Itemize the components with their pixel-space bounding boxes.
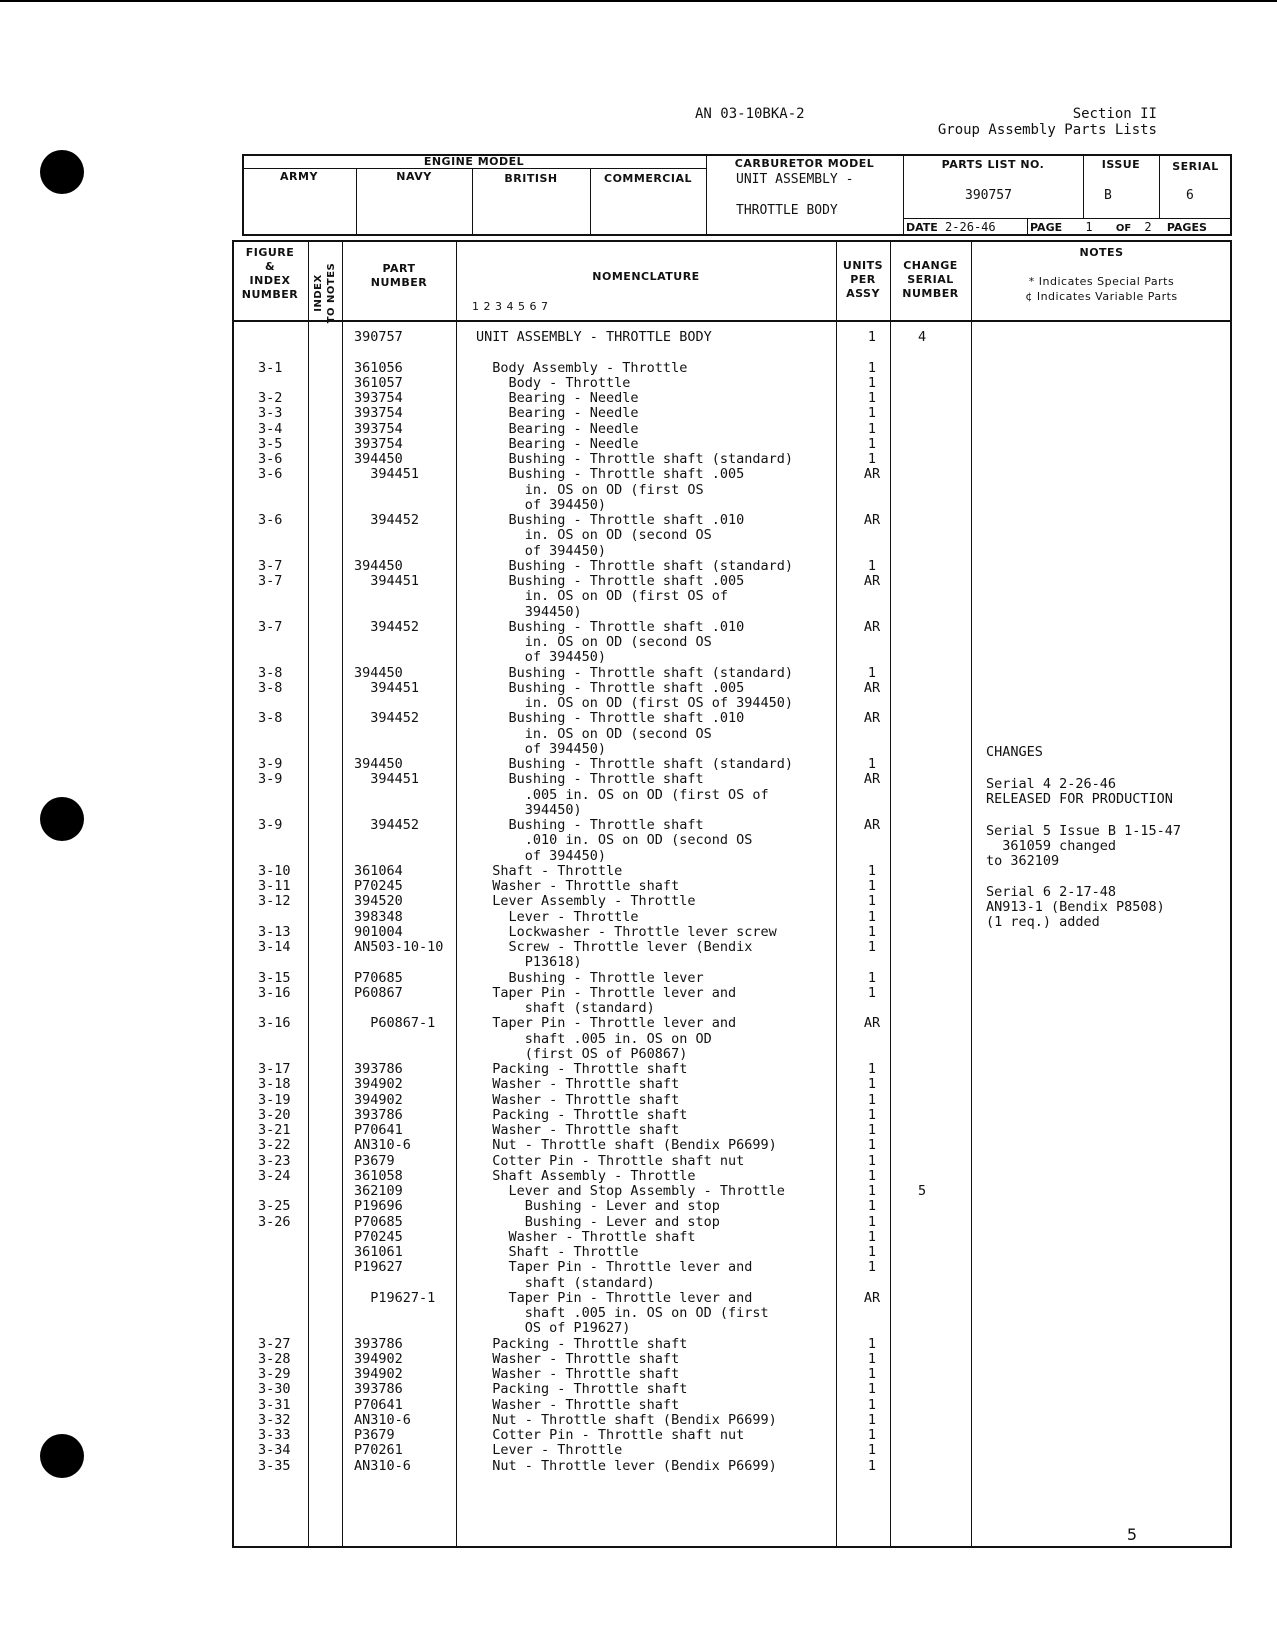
part-number: 393754 bbox=[354, 435, 403, 452]
nomenclature: Washer - Throttle shaft bbox=[476, 1076, 680, 1093]
nomenclature: Bushing - Throttle shaft .010 bbox=[476, 618, 745, 635]
figure-index: 3-14 bbox=[258, 939, 291, 955]
page-line bbox=[1030, 220, 1207, 234]
army-label: ARMY bbox=[280, 170, 318, 183]
figure-index: 3-7 bbox=[258, 573, 283, 589]
part-number: 361064 bbox=[354, 862, 403, 879]
nomenclature: in. OS on OD (first OS bbox=[476, 481, 704, 498]
units-per-assy: 1 bbox=[867, 1152, 877, 1169]
part-number: AN310-6 bbox=[354, 1457, 411, 1474]
nomenclature: Nut - Throttle shaft (Bendix P6699) bbox=[476, 1411, 777, 1428]
figure-index: 3-21 bbox=[258, 1122, 291, 1138]
figure-index: 3-10 bbox=[258, 862, 291, 879]
figure-index: 3-6 bbox=[258, 512, 283, 528]
nomenclature: Bushing - Throttle shaft .005 bbox=[476, 466, 745, 483]
part-number: 394450 bbox=[354, 557, 403, 574]
part-number: 361056 bbox=[354, 359, 403, 376]
carburetor-model-line1: UNIT ASSEMBLY - bbox=[736, 172, 854, 187]
nomenclature: in. OS on OD (first OS of 394450) bbox=[476, 695, 793, 711]
nomenclature: Lever - Throttle bbox=[476, 1442, 623, 1459]
units-per-assy: 1 bbox=[867, 1167, 877, 1184]
section-header bbox=[938, 106, 1157, 138]
part-number: 394902 bbox=[354, 1076, 403, 1093]
units-per-assy: 1 bbox=[867, 908, 877, 925]
page-value: 1 bbox=[1085, 220, 1093, 234]
date-label: DATE bbox=[906, 221, 938, 234]
units-per-assy: AR bbox=[863, 618, 881, 635]
figure-index: 3-9 bbox=[258, 771, 283, 788]
figure-index: 3-8 bbox=[258, 664, 283, 681]
nomenclature: Body - Throttle bbox=[476, 374, 631, 391]
nomenclature: Nut - Throttle shaft (Bendix P6699) bbox=[476, 1137, 777, 1154]
nomenclature: Lever - Throttle bbox=[476, 908, 639, 925]
part-number: P70641 bbox=[354, 1396, 403, 1413]
part-number: P60867-1 bbox=[354, 1015, 436, 1032]
pages-value: 2 bbox=[1144, 220, 1152, 234]
figure-index: 3-16 bbox=[258, 984, 291, 1001]
part-number: 393786 bbox=[354, 1061, 403, 1077]
serial-label: SERIAL bbox=[1172, 160, 1219, 173]
part-number: 394902 bbox=[354, 1350, 403, 1367]
carburetor-model-label: CARBURETOR MODEL bbox=[734, 157, 875, 170]
nomenclature: Body Assembly - Throttle bbox=[476, 359, 688, 376]
units-per-assy: 1 bbox=[867, 405, 877, 422]
nomenclature: of 394450) bbox=[476, 542, 607, 559]
units-per-assy: 1 bbox=[867, 1244, 877, 1260]
part-number: 393754 bbox=[354, 390, 403, 406]
figure-index: 3-12 bbox=[258, 893, 291, 910]
figure-index: 3-8 bbox=[258, 710, 283, 727]
figure-index: 3-16 bbox=[258, 1015, 291, 1032]
part-number: 394902 bbox=[354, 1366, 403, 1382]
figure-index: 3-28 bbox=[258, 1350, 291, 1367]
figure-index: 3-3 bbox=[258, 405, 283, 422]
part-number: 362109 bbox=[354, 1183, 403, 1199]
change-entry-serial-5: Serial 5 Issue B 1-15-47 361059 changed to 362109 bbox=[986, 823, 1182, 870]
part-number: 394452 bbox=[354, 618, 420, 635]
part-number: 394520 bbox=[354, 893, 403, 910]
units-per-assy: 1 bbox=[867, 1198, 877, 1215]
date-value: 2-26-46 bbox=[945, 220, 996, 234]
nomenclature: Nut - Throttle lever (Bendix P6699) bbox=[476, 1457, 777, 1474]
nomenclature: in. OS on OD (second OS bbox=[476, 725, 712, 742]
nomenclature: Lockwasher - Throttle lever screw bbox=[476, 923, 777, 940]
nomenclature: Washer - Throttle shaft bbox=[476, 1350, 680, 1367]
nomenclature: Lever and Stop Assembly - Throttle bbox=[476, 1183, 785, 1199]
navy-label: NAVY bbox=[396, 170, 432, 183]
figure-index: 3-34 bbox=[258, 1442, 291, 1459]
units-per-assy: 1 bbox=[867, 984, 877, 1001]
nomenclature: Bushing - Throttle shaft (standard) bbox=[476, 451, 793, 467]
units-per-assy: 1 bbox=[867, 451, 877, 467]
carburetor-model-line2: THROTTLE BODY bbox=[736, 203, 838, 218]
nomenclature: Washer - Throttle shaft bbox=[476, 1396, 680, 1413]
nomenclature: 394450) bbox=[476, 801, 582, 818]
units-per-assy: AR bbox=[863, 1289, 881, 1306]
units-per-assy: 1 bbox=[867, 390, 877, 406]
commercial-label: COMMERCIAL bbox=[604, 172, 692, 185]
part-number: 394450 bbox=[354, 451, 403, 467]
units-per-assy: 1 bbox=[867, 1411, 877, 1428]
col-change-serial: CHANGE SERIAL NUMBER bbox=[902, 259, 959, 300]
figure-index: 3-25 bbox=[258, 1198, 291, 1215]
part-number: 394451 bbox=[354, 679, 420, 696]
part-number: P70261 bbox=[354, 1442, 403, 1459]
units-per-assy: 1 bbox=[867, 923, 877, 940]
nomenclature: Bearing - Needle bbox=[476, 420, 639, 437]
units-per-assy: 1 bbox=[867, 1396, 877, 1413]
part-number: 394451 bbox=[354, 573, 420, 589]
nomenclature: Bushing - Throttle shaft (standard) bbox=[476, 756, 793, 772]
part-number: 394450 bbox=[354, 756, 403, 772]
figure-index: 3-26 bbox=[258, 1213, 291, 1230]
part-number: 361057 bbox=[354, 374, 403, 391]
nomenclature: of 394450) bbox=[476, 496, 607, 513]
document-number: AN 03-10BKA-2 bbox=[695, 106, 805, 122]
part-number: 901004 bbox=[354, 923, 403, 940]
nomenclature: Packing - Throttle shaft bbox=[476, 1061, 688, 1077]
part-number: 393786 bbox=[354, 1335, 403, 1352]
nomenclature: Bushing - Lever and stop bbox=[476, 1213, 720, 1230]
units-per-assy: AR bbox=[863, 817, 881, 833]
figure-index: 3-6 bbox=[258, 451, 283, 467]
section-title: Group Assembly Parts Lists bbox=[937, 122, 1157, 138]
part-number: P70641 bbox=[354, 1122, 403, 1138]
nomenclature: Bearing - Needle bbox=[476, 390, 639, 406]
nomenclature: Bushing - Throttle shaft bbox=[476, 771, 704, 788]
nomenclature: Washer - Throttle shaft bbox=[476, 1091, 680, 1108]
nomenclature: Shaft - Throttle bbox=[476, 1244, 639, 1260]
punch-hole-middle bbox=[40, 797, 84, 841]
serial-value: 6 bbox=[1186, 188, 1194, 203]
col-divider bbox=[308, 240, 309, 1548]
units-per-assy: AR bbox=[863, 1015, 881, 1032]
units-per-assy: AR bbox=[863, 679, 881, 696]
units-per-assy: 1 bbox=[867, 862, 877, 879]
nomenclature: Bearing - Needle bbox=[476, 405, 639, 422]
figure-index: 3-15 bbox=[258, 969, 291, 986]
nomenclature: Shaft - Throttle bbox=[476, 862, 623, 879]
part-number: 394902 bbox=[354, 1091, 403, 1108]
col-index-to-notes: INDEX TO NOTES bbox=[313, 262, 337, 324]
figure-index: 3-9 bbox=[258, 756, 283, 772]
section-label: Section II bbox=[1072, 106, 1157, 122]
part-number: AN310-6 bbox=[354, 1411, 411, 1428]
part-number: 394451 bbox=[354, 771, 420, 788]
nomenclature: in. OS on OD (second OS bbox=[476, 634, 712, 650]
date-line bbox=[906, 220, 996, 234]
figure-index: 3-11 bbox=[258, 878, 291, 894]
col-notes: NOTES bbox=[1079, 246, 1124, 259]
figure-index: 3-24 bbox=[258, 1167, 291, 1184]
change-entry-serial-4: Serial 4 2-26-46 RELEASED FOR PRODUCTION bbox=[986, 776, 1173, 808]
part-number: 393786 bbox=[354, 1106, 403, 1123]
nomenclature: Cotter Pin - Throttle shaft nut bbox=[476, 1427, 745, 1443]
figure-index: 3-31 bbox=[258, 1396, 291, 1413]
col-units-per-assy: UNITS PER ASSY bbox=[842, 259, 884, 300]
part-number: 393754 bbox=[354, 405, 403, 422]
nomenclature: Bushing - Throttle shaft .005 bbox=[476, 679, 745, 696]
units-per-assy: 1 bbox=[867, 1381, 877, 1398]
nomenclature: P13618) bbox=[476, 954, 582, 971]
page-label: PAGE bbox=[1030, 221, 1063, 234]
units-per-assy: 1 bbox=[867, 1366, 877, 1382]
engine-model-label: ENGINE MODEL bbox=[423, 155, 525, 168]
nomenclature: Washer - Throttle shaft bbox=[476, 1122, 680, 1138]
units-per-assy: 1 bbox=[867, 1335, 877, 1352]
figure-index: 3-7 bbox=[258, 557, 283, 574]
issue-value: B bbox=[1104, 188, 1112, 203]
units-per-assy: 1 bbox=[867, 664, 877, 681]
figure-index: 3-30 bbox=[258, 1381, 291, 1398]
figure-index: 3-22 bbox=[258, 1137, 291, 1154]
nomenclature: .010 in. OS on OD (second OS bbox=[476, 832, 753, 849]
nomenclature: shaft (standard) bbox=[476, 1274, 655, 1291]
part-number: P70245 bbox=[354, 878, 403, 894]
part-number: 361058 bbox=[354, 1167, 403, 1184]
nomenclature: Bearing - Needle bbox=[476, 435, 639, 452]
nomenclature: Taper Pin - Throttle lever and bbox=[476, 984, 737, 1001]
part-number: 394452 bbox=[354, 512, 420, 528]
nomenclature: in. OS on OD (second OS bbox=[476, 527, 712, 544]
nomenclature: Bushing - Throttle shaft .005 bbox=[476, 573, 745, 589]
nomenclature: Taper Pin - Throttle lever and bbox=[476, 1015, 737, 1032]
units-per-assy: AR bbox=[863, 512, 881, 528]
issue-label: ISSUE bbox=[1101, 158, 1141, 171]
figure-index: 3-2 bbox=[258, 390, 283, 406]
units-per-assy: 1 bbox=[867, 1076, 877, 1093]
units-per-assy: 1 bbox=[867, 1228, 877, 1245]
units-per-assy: 1 bbox=[867, 1091, 877, 1108]
nomenclature: Washer - Throttle shaft bbox=[476, 1228, 696, 1245]
part-number: 390757 bbox=[354, 329, 403, 345]
part-number: 393754 bbox=[354, 420, 403, 437]
nomenclature: Screw - Throttle lever (Bendix bbox=[476, 939, 753, 955]
nomenclature: OS of P19627) bbox=[476, 1320, 631, 1337]
figure-index: 3-4 bbox=[258, 420, 283, 437]
of-label: OF bbox=[1115, 223, 1132, 234]
part-number: 394452 bbox=[354, 817, 420, 833]
nomenclature: Washer - Throttle shaft bbox=[476, 878, 680, 894]
part-number: P70245 bbox=[354, 1228, 403, 1245]
units-per-assy: 1 bbox=[867, 969, 877, 986]
figure-index: 3-27 bbox=[258, 1335, 291, 1352]
figure-index: 3-8 bbox=[258, 679, 283, 696]
figure-index: 3-35 bbox=[258, 1457, 291, 1474]
units-per-assy: 1 bbox=[867, 939, 877, 955]
nomenclature: of 394450) bbox=[476, 649, 607, 666]
units-per-assy: AR bbox=[863, 466, 881, 483]
units-per-assy: 1 bbox=[867, 893, 877, 910]
nomenclature: UNIT ASSEMBLY - THROTTLE BODY bbox=[476, 329, 712, 345]
units-per-assy: 1 bbox=[867, 1061, 877, 1077]
scan-mark bbox=[0, 0, 1277, 2]
units-per-assy: 1 bbox=[867, 756, 877, 772]
part-number: 394452 bbox=[354, 710, 420, 727]
nomenclature: Packing - Throttle shaft bbox=[476, 1106, 688, 1123]
parts-list-no-label: PARTS LIST NO. bbox=[941, 158, 1045, 171]
notes-variable-parts: ¢ Indicates Variable Parts bbox=[1025, 290, 1178, 303]
nomenclature: Bushing - Lever and stop bbox=[476, 1198, 720, 1215]
nomenclature: in. OS on OD (first OS of bbox=[476, 588, 728, 605]
nomenclature: Cotter Pin - Throttle shaft nut bbox=[476, 1152, 745, 1169]
figure-index: 3-17 bbox=[258, 1061, 291, 1077]
nomenclature: Bushing - Throttle shaft .010 bbox=[476, 512, 745, 528]
units-per-assy: 1 bbox=[867, 557, 877, 574]
col-indent-scale: 1 2 3 4 5 6 7 bbox=[472, 300, 549, 313]
units-per-assy: 1 bbox=[867, 374, 877, 391]
parts-list-no: 390757 bbox=[965, 188, 1012, 203]
nomenclature: of 394450) bbox=[476, 847, 607, 864]
units-per-assy: 1 bbox=[867, 1427, 877, 1443]
part-number: P70685 bbox=[354, 1213, 403, 1230]
col-nomenclature: NOMENCLATURE bbox=[592, 270, 700, 283]
figure-index: 3-6 bbox=[258, 466, 283, 483]
nomenclature: of 394450) bbox=[476, 740, 607, 757]
nomenclature: Bushing - Throttle shaft (standard) bbox=[476, 557, 793, 574]
change-serial: 4 bbox=[918, 329, 927, 345]
units-per-assy: AR bbox=[863, 771, 881, 788]
units-per-assy: 1 bbox=[867, 329, 877, 345]
figure-index: 3-20 bbox=[258, 1106, 291, 1123]
figure-index: 3-19 bbox=[258, 1091, 291, 1108]
nomenclature: Bushing - Throttle shaft bbox=[476, 817, 704, 833]
figure-index: 3-33 bbox=[258, 1427, 291, 1443]
punch-hole-top bbox=[40, 150, 84, 194]
units-per-assy: 1 bbox=[867, 1137, 877, 1154]
punch-hole-bottom bbox=[40, 1434, 84, 1478]
units-per-assy: 1 bbox=[867, 1457, 877, 1474]
units-per-assy: 1 bbox=[867, 435, 877, 452]
nomenclature: 394450) bbox=[476, 603, 582, 620]
units-per-assy: 1 bbox=[867, 1442, 877, 1459]
change-serial: 5 bbox=[918, 1183, 927, 1199]
units-per-assy: 1 bbox=[867, 1213, 877, 1230]
page-number: 5 bbox=[1126, 1525, 1137, 1544]
figure-index: 3-7 bbox=[258, 618, 283, 635]
nomenclature: .005 in. OS on OD (first OS of bbox=[476, 786, 769, 803]
figure-index: 3-1 bbox=[258, 359, 283, 376]
units-per-assy: AR bbox=[863, 710, 881, 727]
col-part-number: PART NUMBER bbox=[370, 262, 428, 289]
nomenclature: Washer - Throttle shaft bbox=[476, 1366, 680, 1382]
units-per-assy: 1 bbox=[867, 1350, 877, 1367]
part-number: 398348 bbox=[354, 908, 403, 925]
part-number: 394451 bbox=[354, 466, 420, 483]
nomenclature: Lever Assembly - Throttle bbox=[476, 893, 696, 910]
col-figure: FIGURE & INDEX NUMBER bbox=[241, 246, 299, 301]
part-number: 393786 bbox=[354, 1381, 403, 1398]
part-number: AN503-10-10 bbox=[354, 939, 444, 955]
part-number: P3679 bbox=[354, 1427, 395, 1443]
part-number: P19627-1 bbox=[354, 1289, 436, 1306]
part-number: P19696 bbox=[354, 1198, 403, 1215]
nomenclature: shaft .005 in. OS on OD (first bbox=[476, 1305, 769, 1321]
figure-index: 3-23 bbox=[258, 1152, 291, 1169]
part-number: P19627 bbox=[354, 1259, 403, 1276]
part-number: AN310-6 bbox=[354, 1137, 411, 1154]
units-per-assy: 1 bbox=[867, 420, 877, 437]
part-number: P70685 bbox=[354, 969, 403, 986]
changes-title: CHANGES bbox=[986, 744, 1043, 760]
part-number: 361061 bbox=[354, 1244, 403, 1260]
nomenclature: Bushing - Throttle lever bbox=[476, 969, 704, 986]
figure-index: 3-9 bbox=[258, 817, 283, 833]
units-per-assy: 1 bbox=[867, 1122, 877, 1138]
nomenclature: Taper Pin - Throttle lever and bbox=[476, 1289, 753, 1306]
nomenclature: shaft (standard) bbox=[476, 1000, 655, 1016]
units-per-assy: 1 bbox=[867, 1183, 877, 1199]
notes-special-parts: * Indicates Special Parts bbox=[1028, 275, 1175, 288]
figure-index: 3-29 bbox=[258, 1366, 291, 1382]
figure-index: 3-5 bbox=[258, 435, 283, 452]
figure-index: 3-13 bbox=[258, 923, 291, 940]
figure-index: 3-32 bbox=[258, 1411, 291, 1428]
units-per-assy: 1 bbox=[867, 1106, 877, 1123]
units-per-assy: AR bbox=[863, 573, 881, 589]
nomenclature: (first OS of P60867) bbox=[476, 1045, 688, 1062]
part-number: P60867 bbox=[354, 984, 403, 1001]
units-per-assy: 1 bbox=[867, 359, 877, 376]
nomenclature: Packing - Throttle shaft bbox=[476, 1335, 688, 1352]
nomenclature: Bushing - Throttle shaft .010 bbox=[476, 710, 745, 727]
british-label: BRITISH bbox=[504, 172, 558, 185]
part-number: P3679 bbox=[354, 1152, 395, 1169]
nomenclature: Shaft Assembly - Throttle bbox=[476, 1167, 696, 1184]
nomenclature: Packing - Throttle shaft bbox=[476, 1381, 688, 1398]
pages-label: PAGES bbox=[1166, 221, 1207, 234]
change-entry-serial-6: Serial 6 2-17-48 AN913-1 (Bendix P8508) (1 req.) added bbox=[986, 884, 1165, 931]
part-number: 394450 bbox=[354, 664, 403, 681]
nomenclature: Taper Pin - Throttle lever and bbox=[476, 1259, 753, 1276]
nomenclature: shaft .005 in. OS on OD bbox=[476, 1030, 712, 1047]
units-per-assy: 1 bbox=[867, 1259, 877, 1276]
figure-index: 3-18 bbox=[258, 1076, 291, 1093]
nomenclature: Bushing - Throttle shaft (standard) bbox=[476, 664, 793, 681]
units-per-assy: 1 bbox=[867, 878, 877, 894]
